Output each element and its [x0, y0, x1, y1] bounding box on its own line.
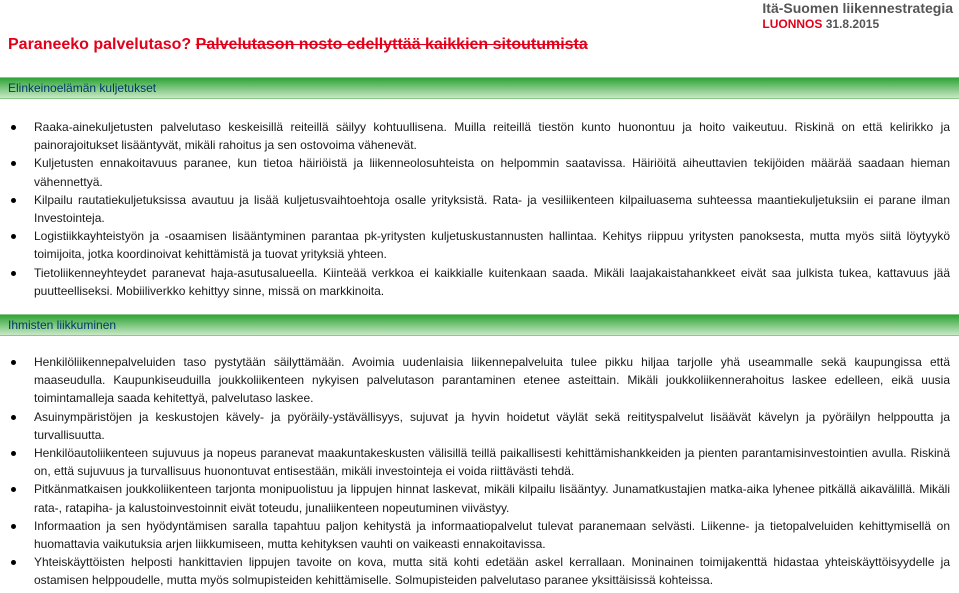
- page-title: [8, 36, 588, 54]
- list-item: Henkilöliikennepalveluiden taso pystytään säilyttämään. Avoimia uudenlaisia liikennepalveluita tulee pikku hiljaa tarjolle yhä useammalle sekä kaupungissa että maaseudulla. Kaupunkiseuduilla joukkoliikenteen nykyisen palvelutason parantaminen etenee asteittain. Mikäli joukkoliikennerahoitus laskee edelleen, eikä uusia toimintamalleja saada kehitettyä, palvelutaso laskee.: [0, 353, 950, 408]
- list-item: Kuljetusten ennakoitavuus paranee, kun tietoa häiriöistä ja liikenneolosuhteista on helpommin saatavissa. Häiriöitä aiheuttavien tekijöiden määrää saadaan hieman vähennettyä.: [0, 154, 950, 190]
- draft-date: 31.8.2015: [825, 17, 880, 31]
- header-info: [762, 0, 953, 32]
- title-question: Paraneeko palvelutaso?: [8, 36, 192, 53]
- business-transport-list: [0, 118, 950, 300]
- list-item: Henkilöautoliikenteen sujuvuus ja nopeus paranevat maakuntakeskusten välisillä teillä paikallisesti kehittämishankkeiden ja pienten parantamisinvestointien avulla. Riskinä on, että sujuvuus ja turvallisuus huonontuvat entisestään, mikäli investointeja ei voida riittävästi tehdä.: [0, 444, 950, 480]
- section-header-people: [0, 314, 959, 336]
- list-item: Pitkänmatkaisen joukkoliikenteen tarjonta monipuolistuu ja lippujen hinnat laskevat, mikäli kilpailu lisääntyy. Junamatkustajien matka-aika lyhenee pitkällä aikavälillä. Mikäli rata-, ratapiha- ja kalustoinvestoinnit eivät toteudu, junaliikenteen nopeutuminen viivästyy.: [0, 480, 950, 516]
- list-item: Tietoliikenneyhteydet paranevat haja-asutusalueella. Kiinteää verkkoa ei kaikkialle kuitenkaan saada. Mikäli laajakaistahankkeet eivät saa julkista tukea, kattavuus jää puutteelliseksi. Mobiiliverkko kehittyy sinne, missä on markkinoita.: [0, 264, 950, 300]
- list-item: Yhteiskäyttöisten helposti hankittavien lippujen tavoite on kova, mutta sitä kohti edetään askel kerrallaan. Moninainen toimijakenttä hidastaa yhteiskäyttöisyydelle ja ostamisen helppoudelle, mutta myös solmupisteiden kehittämiselle. Solmupisteiden palvelutaso paranee yksittäisissä kohteissa.: [0, 553, 950, 589]
- title-struck-text: Palvelutason nosto edellyttää kaikkien sitoutumista: [195, 36, 588, 53]
- organization-name: Itä-Suomen liikennestrategia: [762, 0, 953, 16]
- section-heading: Elinkeinoelämän kuljetukset: [8, 81, 157, 95]
- people-mobility-list: [0, 353, 950, 590]
- list-item: Raaka-ainekuljetusten palvelutaso keskeisillä reiteillä säilyy kohtuullisena. Muilla reiteillä tiestön kunto huonontuu ja hoito vaikeutuu. Riskinä on että kelirikko ja painorajoitukset lisääntyvät, mikäli rahoitus ja sen ostovoima vähenevät.: [0, 118, 950, 154]
- list-item: Asuinympäristöjen ja keskustojen kävely- ja pyöräily-ystävällisyys, sujuvat ja hyvin hoidetut väylät sekä reitityspalvelut lisäävät kävelyn ja pyöräilyn helppoutta ja turvallisuutta.: [0, 408, 950, 444]
- section-header-business: [0, 77, 959, 99]
- list-item: Logistiikkayhteistyön ja -osaamisen lisääntyminen parantaa pk-yritysten kuljetuskustannusten hallintaa. Kehitys riippuu yritysten panoksesta, mutta myös siitä löytyykö toimijoita, jotka koordinoivat kehittämistä ja tuovat yrityksiä yhteen.: [0, 227, 950, 263]
- list-item: Kilpailu rautatiekuljetuksissa avautuu ja lisää kuljetusvaihtoehtoja osalle yrityksistä. Rata- ja vesiliikenteen kilpailuasema suhteessa maantiekuljetuksiin ei parane ilman Investointeja.: [0, 191, 950, 227]
- section-heading: Ihmisten liikkuminen: [8, 318, 117, 332]
- list-item: Informaation ja sen hyödyntämisen saralla tapahtuu paljon kehitystä ja informaatiopalvelut tulevat paranemaan selvästi. Liikenne- ja tietopalveluiden kehittymisellä on huomattavia vaikutuksia arjen liikkumiseen, mutta kehityksen vauhti on vaikeasti ennakoitavissa.: [0, 517, 950, 553]
- draft-date-line: [762, 16, 953, 32]
- draft-label: LUONNOS: [762, 17, 823, 31]
